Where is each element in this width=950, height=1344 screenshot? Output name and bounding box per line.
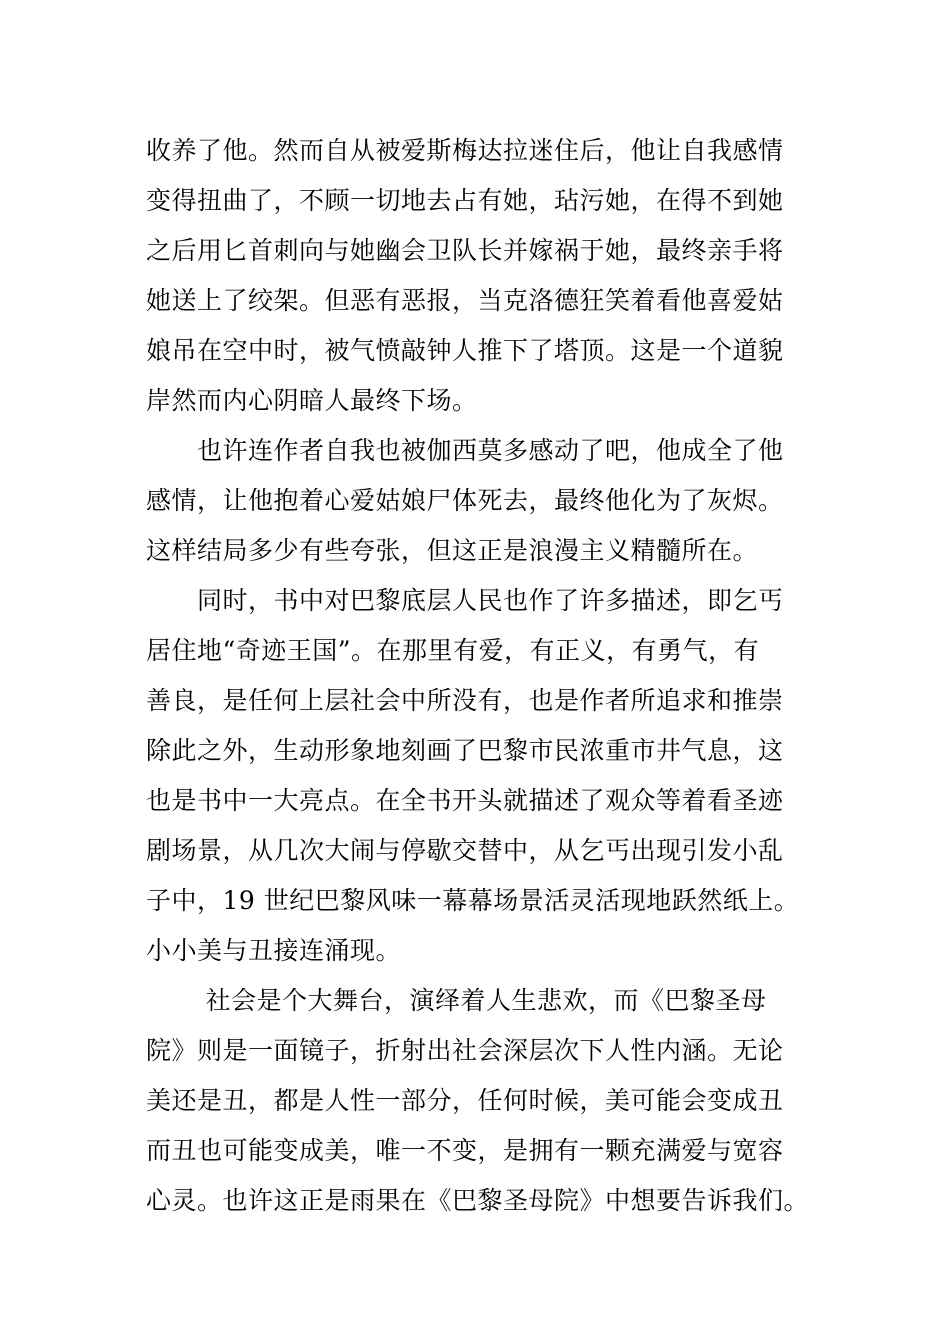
text-line: 感情，让他抱着心爱姑娘尸体死去，最终他化为了灰烬。 — [146, 486, 784, 515]
text-line: 善良，是任何上层社会中所没有，也是作者所追求和推崇 — [146, 686, 784, 715]
text-line: 也是书中一大亮点。在全书开头就描述了观众等着看圣迹 — [146, 786, 784, 815]
paragraph-3 — [146, 576, 814, 976]
text-line: 院》则是一面镜子，折射出社会深层次下人性内涵。无论 — [146, 1036, 784, 1065]
text-line: 居住地“奇迹王国”。在那里有爱，有正义，有勇气，有 — [146, 636, 760, 665]
text-line: 除此之外，生动形象地刻画了巴黎市民浓重市井气息，这 — [146, 736, 784, 765]
text-line: 子中，19 世纪巴黎风味一幕幕场景活灵活现地跃然纸上。 — [146, 886, 800, 915]
text-line: 剧场景，从几次大闹与停歇交替中，从乞丐出现引发小乱 — [146, 836, 784, 865]
paragraph-1 — [146, 126, 814, 426]
text-line: 娘吊在空中时，被气愤敲钟人推下了塔顶。这是一个道貌 — [146, 336, 784, 365]
paragraph-4 — [146, 976, 814, 1226]
text-line: 美还是丑，都是人性一部分，任何时候，美可能会变成丑 — [146, 1086, 784, 1115]
text-line: 同时，书中对巴黎底层人民也作了许多描述，即乞丐 — [146, 586, 784, 615]
text-line: 收养了他。然而自从被爱斯梅达拉迷住后，他让自我感情 — [146, 136, 784, 165]
text-line: 变得扭曲了，不顾一切地去占有她，玷污她，在得不到她 — [146, 186, 784, 215]
text-line: 社会是个大舞台，演绎着人生悲欢，而《巴黎圣母 — [146, 986, 767, 1015]
text-line: 小小美与丑接连涌现。 — [146, 936, 402, 965]
text-line: 岸然而内心阴暗人最终下场。 — [146, 386, 478, 415]
text-line: 之后用匕首刺向与她幽会卫队长并嫁祸于她，最终亲手将 — [146, 236, 784, 265]
document-body — [146, 126, 814, 1226]
text-line: 而丑也可能变成美，唯一不变，是拥有一颗充满爱与宽容 — [146, 1136, 784, 1165]
paragraph-2 — [146, 426, 814, 576]
text-line: 也许连作者自我也被伽西莫多感动了吧，他成全了他 — [146, 436, 784, 465]
text-line: 心灵。也许这正是雨果在《巴黎圣母院》中想要告诉我们。 — [146, 1186, 810, 1215]
text-line: 这样结局多少有些夸张，但这正是浪漫主义精髓所在。 — [146, 536, 759, 565]
text-line: 她送上了绞架。但恶有恶报，当克洛德狂笑着看他喜爱姑 — [146, 286, 784, 315]
